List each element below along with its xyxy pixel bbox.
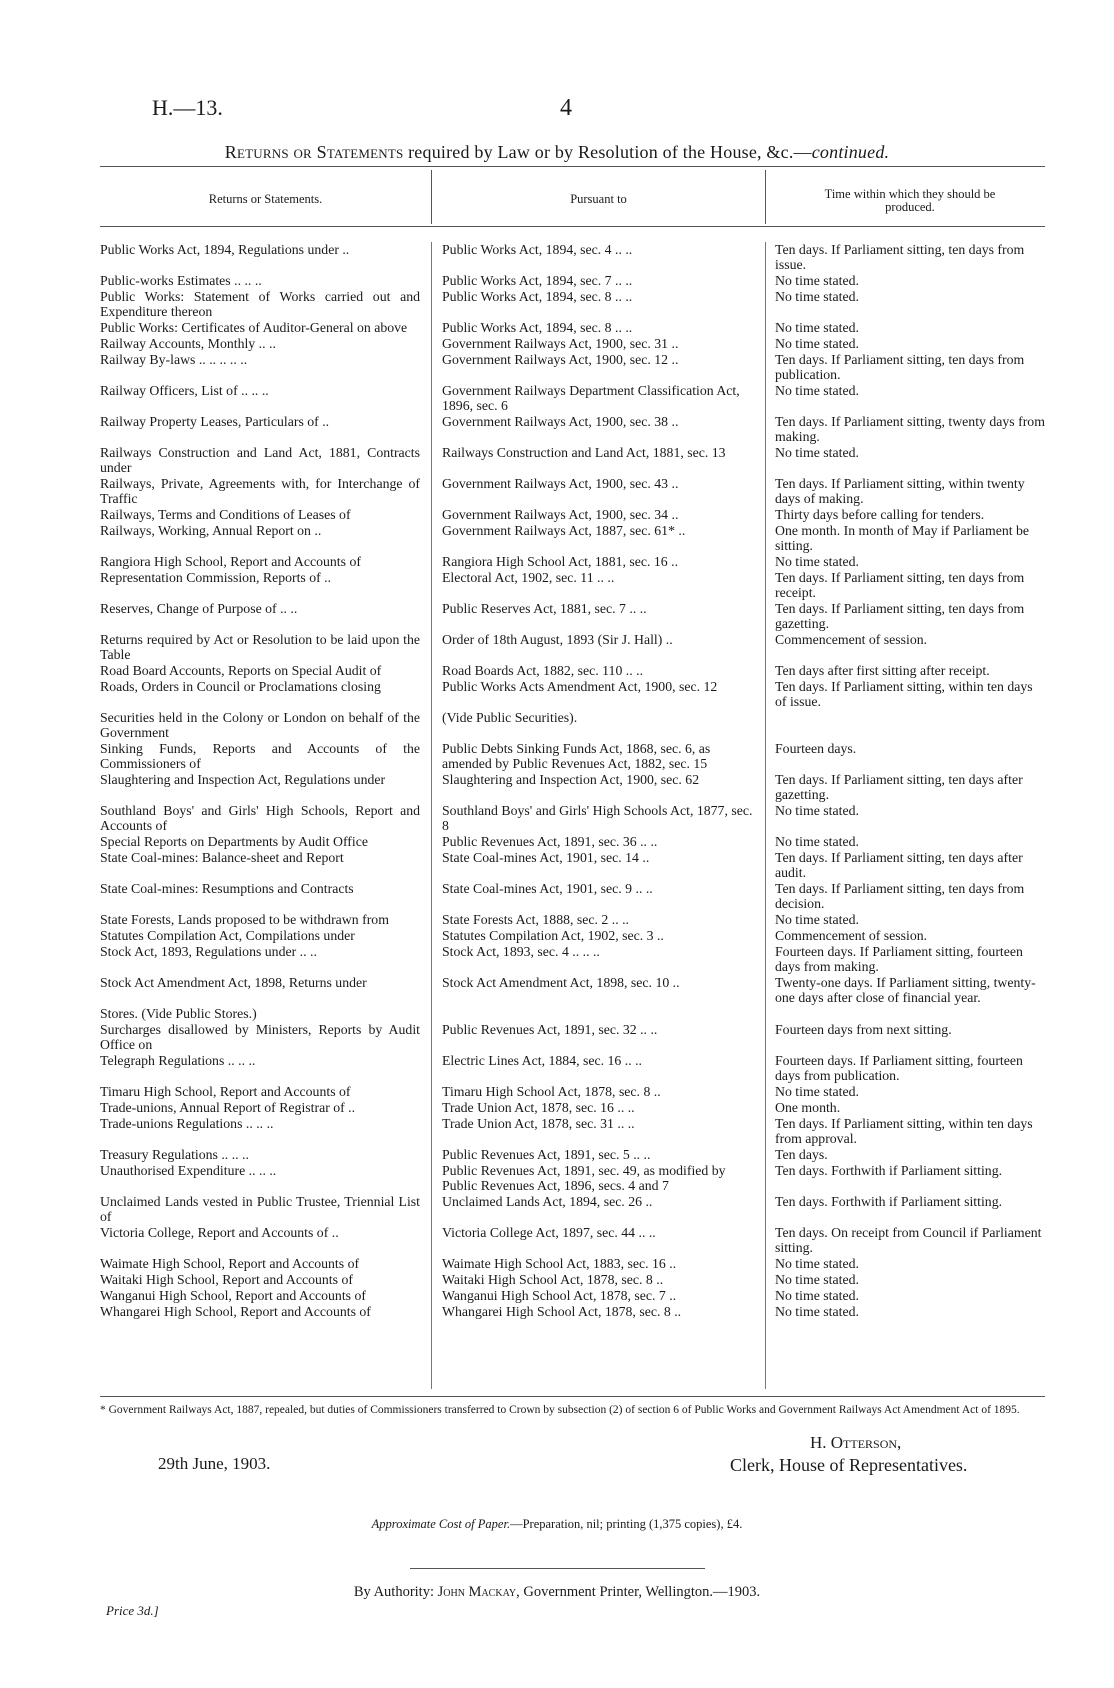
row-time: Ten days. If Parliament sitting, ten days from receipt. [775, 570, 1025, 600]
row-time: Commencement of session. [775, 928, 928, 943]
row-pursuant: Stock Act, 1893, sec. 4 .. .. .. [442, 944, 600, 959]
row-time: No time stated. [775, 336, 859, 351]
row-pursuant: Electric Lines Act, 1884, sec. 16 .. .. [442, 1053, 643, 1068]
table-row [100, 1256, 1045, 1271]
table-row [100, 1225, 1045, 1255]
row-pursuant: Electoral Act, 1902, sec. 11 .. .. [442, 570, 615, 585]
row-pursuant: Public Reserves Act, 1881, sec. 7 .. .. [442, 601, 647, 616]
row-pursuant: Government Railways Act, 1887, sec. 61* .. [442, 523, 686, 538]
table-row [100, 414, 1045, 444]
table-row [100, 741, 1045, 771]
table-row [100, 336, 1045, 351]
row-time: Ten days. On receipt from Council if Parliament sitting. [775, 1225, 1042, 1255]
row-time: Ten days. [775, 1147, 828, 1162]
row-pursuant: Waitaki High School Act, 1878, sec. 8 .. [442, 1272, 664, 1287]
row-pursuant: Trade Union Act, 1878, sec. 31 .. .. [442, 1116, 635, 1131]
header-divider-2 [765, 170, 766, 224]
row-item: Whangarei High School, Report and Accounts of [100, 1304, 371, 1319]
row-item: Stock Act Amendment Act, 1898, Returns under [100, 975, 367, 990]
signature-initial: H. [810, 1433, 831, 1452]
row-item: Unclaimed Lands vested in Public Trustee, Triennial List of [100, 1194, 420, 1224]
row-pursuant: Southland Boys' and Girls' High Schools Act, 1877, sec. 8 [442, 803, 753, 833]
row-item: Unauthorised Expenditure .. .. .. [100, 1163, 277, 1178]
row-item: Road Board Accounts, Reports on Special Audit of [100, 663, 382, 678]
table-row [100, 507, 1045, 522]
table-row [100, 881, 1045, 911]
authority-rule [410, 1568, 705, 1569]
row-item: Railways, Working, Annual Report on .. [100, 523, 322, 538]
table-row [100, 803, 1045, 833]
table-row [100, 1163, 1045, 1193]
row-time: No time stated. [775, 912, 859, 927]
row-time: Ten days. If Parliament sitting, ten days from issue. [775, 242, 1025, 272]
row-pursuant: Public Revenues Act, 1891, sec. 5 .. .. [442, 1147, 651, 1162]
row-item: Statutes Compilation Act, Compilations under [100, 928, 355, 943]
table-row [100, 1116, 1045, 1146]
row-item: Roads, Orders in Council or Proclamations closing [100, 679, 381, 694]
row-item: Special Reports on Departments by Audit Office [100, 834, 368, 849]
row-pursuant: Public Works Act, 1894, sec. 7 .. .. [442, 273, 633, 288]
row-item: Railway Officers, List of .. .. .. [100, 383, 269, 398]
row-pursuant: Public Works Act, 1894, sec. 4 .. .. [442, 242, 633, 257]
row-item: Treasury Regulations .. .. .. [100, 1147, 249, 1162]
row-pursuant: (Vide Public Securities). [442, 710, 578, 725]
row-time: No time stated. [775, 554, 859, 569]
row-item: Trade-unions Regulations .. .. .. [100, 1116, 274, 1131]
row-pursuant: Railways Construction and Land Act, 1881, sec. 13 [442, 445, 726, 460]
table-row [100, 663, 1045, 678]
table-row [100, 476, 1045, 506]
row-pursuant: Statutes Compilation Act, 1902, sec. 3 .. [442, 928, 664, 943]
row-item: Railways, Private, Agreements with, for Interchange of Traffic [100, 476, 420, 506]
row-pursuant: Government Railways Act, 1900, sec. 31 .. [442, 336, 679, 351]
row-item: Railways Construction and Land Act, 1881, Contracts under [100, 445, 420, 475]
row-pursuant [432, 1006, 766, 1021]
column-header-returns: Returns or Statements. [208, 192, 323, 206]
table-row [100, 383, 1045, 413]
row-time: Ten days. If Parliament sitting, ten days from decision. [775, 881, 1025, 911]
row-time [766, 1006, 1045, 1021]
authority-suffix: , Government Printer, Wellington.—1903. [516, 1584, 761, 1600]
row-item: Railway By-laws .. .. .. .. .. [100, 352, 248, 367]
row-time: Ten days. If Parliament sitting, twenty days from making. [775, 414, 1045, 444]
row-item: Returns required by Act or Resolution to be laid upon the Table [100, 632, 420, 662]
row-item: Railway Accounts, Monthly .. .. [100, 336, 276, 351]
row-time: No time stated. [775, 445, 859, 460]
row-item: Representation Commission, Reports of .. [100, 570, 332, 585]
title-continued: continued. [811, 142, 890, 162]
row-pursuant: Public Revenues Act, 1891, sec. 32 .. .. [442, 1022, 658, 1037]
table-top-rule [100, 166, 1045, 167]
row-time: Twenty-one days. If Parliament sitting, twenty-one days after close of financial year. [775, 975, 1036, 1005]
title-rest: required by Law or by Resolution of the House, &c.— [403, 142, 812, 162]
signature-title: Clerk, House of Representatives. [730, 1455, 968, 1475]
table-row [100, 1084, 1045, 1099]
table-row [100, 601, 1045, 631]
row-time: No time stated. [775, 1084, 859, 1099]
row-time: Ten days. If Parliament sitting, ten days from gazetting. [775, 601, 1025, 631]
row-time: Ten days after first sitting after receipt. [775, 663, 990, 678]
row-pursuant: Government Railways Act, 1900, sec. 34 .. [442, 507, 679, 522]
row-pursuant: Public Works Act, 1894, sec. 8 .. .. [442, 289, 633, 304]
price: Price 3d.] [106, 1603, 159, 1618]
row-pursuant: Public Debts Sinking Funds Act, 1868, sec. 6, as amended by Public Revenues Act, 1882, sec. 15 [442, 741, 711, 771]
row-time: No time stated. [775, 1304, 859, 1319]
table-row [100, 772, 1045, 802]
row-time: No time stated. [775, 289, 859, 304]
table-row [100, 944, 1045, 974]
row-item: Public Works: Statement of Works carried out and Expenditure thereon [100, 289, 420, 319]
cost-of-paper [0, 1517, 1114, 1532]
table-row [100, 834, 1045, 849]
row-time: No time stated. [775, 320, 859, 335]
row-time: Fourteen days. If Parliament sitting, fourteen days from making. [775, 944, 1023, 974]
row-pursuant: Government Railways Act, 1900, sec. 38 .. [442, 414, 679, 429]
printer-name: John Mackay [437, 1584, 517, 1600]
row-pursuant: Waimate High School Act, 1883, sec. 16 .. [442, 1256, 677, 1271]
signature-name [810, 1433, 901, 1453]
table-row [100, 320, 1045, 335]
row-item: Southland Boys' and Girls' High Schools, Report and Accounts of [100, 803, 420, 833]
row-time: One month. In month of May if Parliament be sitting. [775, 523, 1030, 553]
row-item: State Coal-mines: Resumptions and Contracts [100, 881, 354, 896]
table-row [100, 928, 1045, 943]
row-item: Railway Property Leases, Particulars of .. [100, 414, 330, 429]
row-item: Sinking Funds, Reports and Accounts of the Commissioners of [100, 741, 420, 771]
table-row [100, 445, 1045, 475]
footnote: * Government Railways Act, 1887, repealed, but duties of Commissioners transferred to Crown by subsection (2) of section 6 of Public Works and Government Railways Act Amendment Act of 1895. [100, 1404, 1020, 1416]
row-pursuant: State Coal-mines Act, 1901, sec. 9 .. .. [442, 881, 653, 896]
row-pursuant: Public Revenues Act, 1891, sec. 36 .. .. [442, 834, 658, 849]
row-time: Commencement of session. [775, 632, 928, 647]
row-time: One month. [775, 1100, 841, 1115]
table-row [100, 554, 1045, 569]
row-pursuant: Whangarei High School Act, 1878, sec. 8 .. [442, 1304, 682, 1319]
row-pursuant: Trade Union Act, 1878, sec. 16 .. .. [442, 1100, 635, 1115]
page-title [0, 142, 1114, 163]
row-pursuant: Public Works Acts Amendment Act, 1900, sec. 12 [442, 679, 718, 694]
table-row [100, 632, 1045, 662]
table-row [100, 273, 1045, 288]
row-pursuant: Government Railways Department Classification Act, 1896, sec. 6 [442, 383, 740, 413]
page-number: 4 [560, 95, 572, 121]
row-item: State Coal-mines: Balance-sheet and Report [100, 850, 344, 865]
row-item: Wanganui High School, Report and Accounts of [100, 1288, 366, 1303]
table-row [100, 710, 1045, 740]
row-pursuant: Government Railways Act, 1900, sec. 12 .. [442, 352, 679, 367]
row-item: Surcharges disallowed by Ministers, Reports by Audit Office on [100, 1022, 420, 1052]
row-pursuant: Public Works Act, 1894, sec. 8 .. .. [442, 320, 633, 335]
row-time: Ten days. Forthwith if Parliament sitting. [775, 1163, 1003, 1178]
row-item: Public-works Estimates .. .. .. [100, 273, 262, 288]
row-time: No time stated. [775, 1272, 859, 1287]
table-row [100, 1100, 1045, 1115]
row-item: Slaughtering and Inspection Act, Regulations under [100, 772, 386, 787]
row-time: No time stated. [775, 1288, 859, 1303]
table-row [100, 352, 1045, 382]
row-item: State Forests, Lands proposed to be withdrawn from [100, 912, 389, 927]
row-item: Waimate High School, Report and Accounts of [100, 1256, 360, 1271]
row-time: Ten days. If Parliament sitting, within twenty days of making. [775, 476, 1025, 506]
table-row [100, 1272, 1045, 1287]
row-time: Ten days. If Parliament sitting, ten days from publication. [775, 352, 1025, 382]
row-pursuant: State Coal-mines Act, 1901, sec. 14 .. [442, 850, 650, 865]
header-bottom-rule [100, 226, 1045, 227]
table-row [100, 1006, 1045, 1021]
table-row [100, 242, 1045, 272]
row-item: Telegraph Regulations .. .. .. [100, 1053, 256, 1068]
row-time [766, 710, 1045, 740]
row-pursuant: State Forests Act, 1888, sec. 2 .. .. [442, 912, 630, 927]
table-row [100, 1288, 1045, 1303]
returns-table-body [100, 242, 1045, 1320]
table-row [100, 850, 1045, 880]
row-item: Railways, Terms and Conditions of Leases of [100, 507, 351, 522]
table-row [100, 570, 1045, 600]
table-bottom-rule [100, 1396, 1045, 1397]
column-header-pursuant: Pursuant to [570, 192, 627, 206]
row-time: No time stated. [775, 383, 859, 398]
table-row [100, 679, 1045, 709]
row-pursuant: Stock Act Amendment Act, 1898, sec. 10 .. [442, 975, 680, 990]
row-item: Timaru High School, Report and Accounts of [100, 1084, 351, 1099]
cost-text: —Preparation, nil; printing (1,375 copies), £4. [510, 1517, 743, 1531]
row-time: Ten days. If Parliament sitting, within ten days of issue. [775, 679, 1033, 709]
printing-authority [0, 1584, 1114, 1601]
table-row [100, 1022, 1045, 1052]
row-time: No time stated. [775, 1256, 859, 1271]
title-smallcaps: Returns or Statements [224, 142, 404, 162]
row-time: No time stated. [775, 273, 859, 288]
table-row [100, 289, 1045, 319]
row-time: Thirty days before calling for tenders. [775, 507, 985, 522]
table-row [100, 1053, 1045, 1083]
row-pursuant: Order of 18th August, 1893 (Sir J. Hall) .. [442, 632, 673, 647]
row-pursuant: Road Boards Act, 1882, sec. 110 .. .. [442, 663, 644, 678]
row-item: Waitaki High School, Report and Accounts of [100, 1272, 353, 1287]
row-pursuant: Slaughtering and Inspection Act, 1900, sec. 62 [442, 772, 700, 787]
row-time: Ten days. If Parliament sitting, ten days after gazetting. [775, 772, 1023, 802]
table-row [100, 1194, 1045, 1224]
row-item: Stock Act, 1893, Regulations under .. .. [100, 944, 317, 959]
table-row [100, 975, 1045, 1005]
paper-number: H.—13. [152, 95, 223, 120]
row-item: Public Works Act, 1894, Regulations under .. [100, 242, 350, 257]
table-row [100, 1147, 1045, 1162]
table-row [100, 912, 1045, 927]
row-time: Fourteen days. [775, 741, 857, 756]
row-pursuant: Victoria College Act, 1897, sec. 44 .. .. [442, 1225, 656, 1240]
row-time: No time stated. [775, 834, 859, 849]
row-item: Trade-unions, Annual Report of Registrar of .. [100, 1100, 356, 1115]
row-time: No time stated. [775, 803, 859, 818]
row-time: Fourteen days from next sitting. [775, 1022, 952, 1037]
row-item: Securities held in the Colony or London on behalf of the Government [100, 710, 420, 740]
row-item: Stores. (Vide Public Stores.) [100, 1006, 257, 1021]
signature-surname: Otterson, [830, 1433, 902, 1452]
row-time: Ten days. Forthwith if Parliament sitting. [775, 1194, 1003, 1209]
row-time: Ten days. If Parliament sitting, within ten days from approval. [775, 1116, 1033, 1146]
authority-prefix: By Authority: [353, 1584, 438, 1600]
row-item: Reserves, Change of Purpose of .. .. [100, 601, 298, 616]
signature-date: 29th June, 1903. [158, 1454, 271, 1473]
row-item: Victoria College, Report and Accounts of .. [100, 1225, 339, 1240]
row-item: Public Works: Certificates of Auditor-General on above [100, 320, 408, 335]
row-time: Fourteen days. If Parliament sitting, fourteen days from publication. [775, 1053, 1023, 1083]
row-pursuant: Timaru High School Act, 1878, sec. 8 .. [442, 1084, 661, 1099]
row-item: Rangiora High School, Report and Accounts of [100, 554, 361, 569]
row-pursuant: Wanganui High School Act, 1878, sec. 7 .. [442, 1288, 677, 1303]
table-row [100, 523, 1045, 553]
row-pursuant: Unclaimed Lands Act, 1894, sec. 26 .. [442, 1194, 653, 1209]
column-header-time: Time within which they should be produced. [824, 187, 996, 214]
row-pursuant: Rangiora High School Act, 1881, sec. 16 .. [442, 554, 679, 569]
row-pursuant: Public Revenues Act, 1891, sec. 49, as modified by Public Revenues Act, 1896, secs. 4 and 7 [442, 1163, 726, 1193]
table-row [100, 1304, 1045, 1319]
cost-label: Approximate Cost of Paper. [371, 1517, 511, 1531]
row-pursuant: Government Railways Act, 1900, sec. 43 .. [442, 476, 679, 491]
row-time: Ten days. If Parliament sitting, ten days after audit. [775, 850, 1023, 880]
